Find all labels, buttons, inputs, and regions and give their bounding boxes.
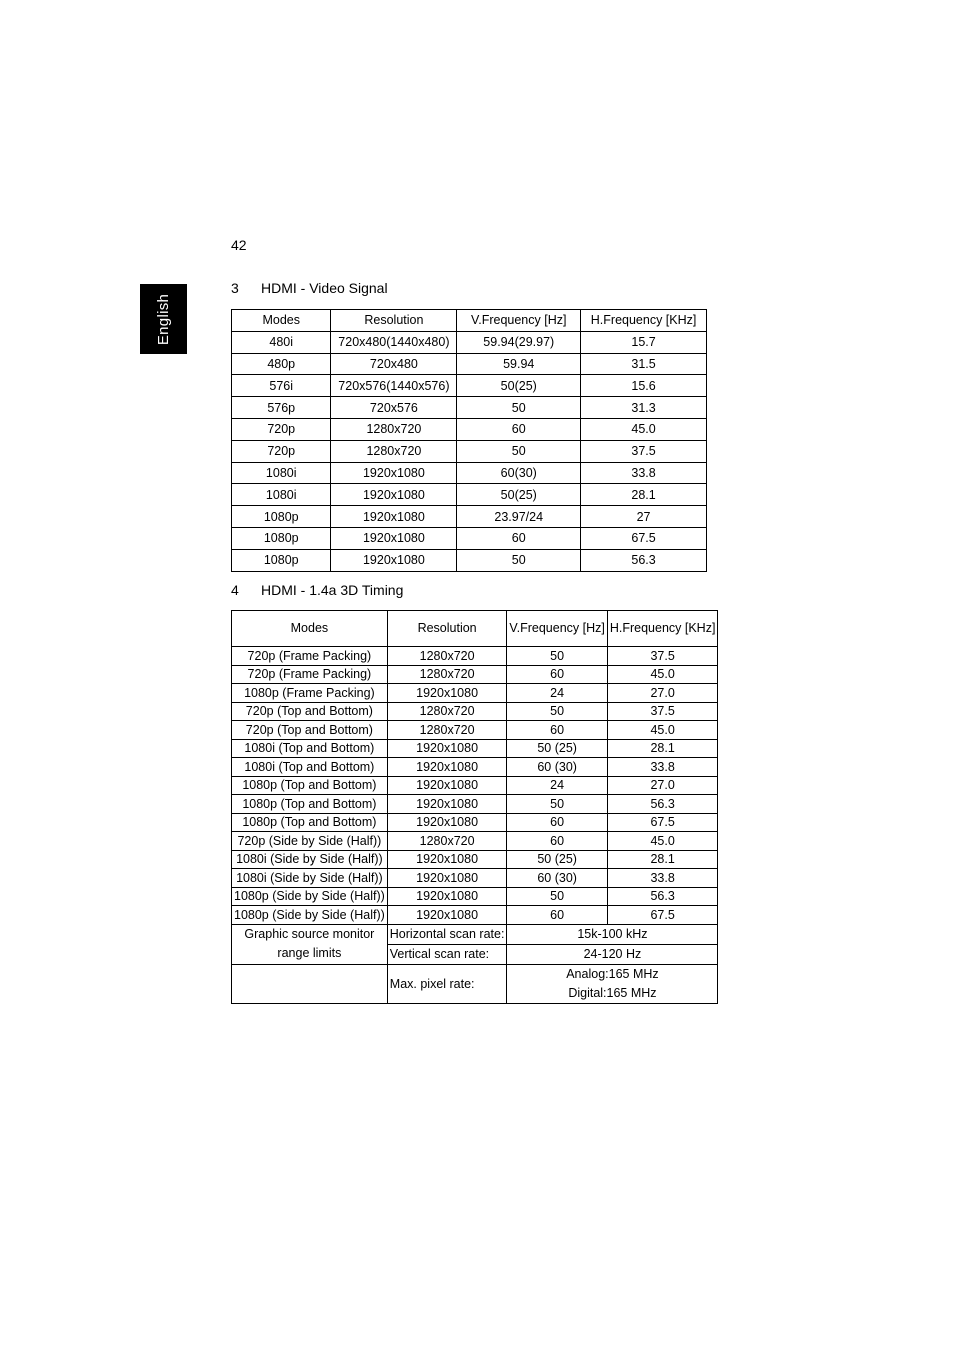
- cell-h-frequency: 27: [581, 506, 707, 528]
- cell-h-frequency: 31.3: [581, 397, 707, 419]
- cell-v-frequency: 50(25): [457, 484, 581, 506]
- cell-resolution: 1920x1080: [387, 906, 507, 925]
- language-side-tab-label: English: [155, 293, 173, 345]
- cell-v-frequency: 60: [457, 418, 581, 440]
- cell-mode: 480p: [232, 353, 331, 375]
- cell-resolution: 1280x720: [387, 665, 507, 684]
- cell-h-frequency: 56.3: [581, 549, 707, 571]
- cell-v-frequency: 59.94(29.97): [457, 331, 581, 353]
- cell-h-frequency: 67.5: [607, 813, 718, 832]
- table-row: [232, 665, 718, 684]
- header-resolution: Resolution: [331, 310, 457, 332]
- table-row: [232, 758, 718, 777]
- max-pixel-rate-label: Max. pixel rate:: [387, 964, 507, 1003]
- hdmi-3d-timing-table: [231, 610, 718, 1004]
- cell-v-frequency: 50: [457, 549, 581, 571]
- max-pixel-rate-analog: Analog:165 MHz: [566, 966, 659, 981]
- table-row: [232, 795, 718, 814]
- cell-h-frequency: 31.5: [581, 353, 707, 375]
- max-pixel-rate-digital: Digital:165 MHz: [568, 985, 657, 1000]
- vertical-scan-value: 24-120 Hz: [507, 944, 718, 964]
- table-row: [232, 353, 707, 375]
- cell-mode: 1080p (Side by Side (Half)): [232, 906, 388, 925]
- table-row: [232, 506, 707, 528]
- cell-resolution: 1920x1080: [331, 527, 457, 549]
- cell-resolution: 1920x1080: [387, 869, 507, 888]
- cell-h-frequency: 45.0: [607, 832, 718, 851]
- max-pixel-rate-value: [507, 964, 718, 1003]
- cell-h-frequency: 37.5: [581, 440, 707, 462]
- header-h-frequency: H.Frequency [KHz]: [607, 611, 718, 647]
- hdmi-video-signal-table: [231, 309, 707, 572]
- cell-v-frequency: 60 (30): [507, 869, 607, 888]
- cell-h-frequency: 15.6: [581, 375, 707, 397]
- section-3-heading: [231, 280, 388, 296]
- table-row: [232, 331, 707, 353]
- cell-mode: 1080i (Side by Side (Half)): [232, 850, 388, 869]
- cell-mode: 1080i (Top and Bottom): [232, 739, 388, 758]
- cell-mode: 576i: [232, 375, 331, 397]
- cell-h-frequency: 33.8: [607, 758, 718, 777]
- table-row: [232, 375, 707, 397]
- cell-resolution: 1280x720: [387, 647, 507, 666]
- cell-mode: 1080p (Side by Side (Half)): [232, 887, 388, 906]
- cell-resolution: 1920x1080: [387, 813, 507, 832]
- cell-h-frequency: 45.0: [607, 721, 718, 740]
- hdmi-video-signal-rows: [232, 331, 707, 571]
- cell-mode: 720p (Frame Packing): [232, 647, 388, 666]
- cell-mode: 480i: [232, 331, 331, 353]
- cell-resolution: 1920x1080: [331, 484, 457, 506]
- horizontal-scan-label: Horizontal scan rate:: [387, 924, 507, 944]
- cell-v-frequency: 24: [507, 776, 607, 795]
- cell-v-frequency: 60: [507, 906, 607, 925]
- cell-h-frequency: 28.1: [607, 850, 718, 869]
- horizontal-scan-value: 15k-100 kHz: [507, 924, 718, 944]
- cell-v-frequency: 60: [457, 527, 581, 549]
- cell-v-frequency: 50: [507, 647, 607, 666]
- cell-resolution: 720x480(1440x480): [331, 331, 457, 353]
- table-row: [232, 906, 718, 925]
- table-row: [232, 549, 707, 571]
- cell-h-frequency: 45.0: [607, 665, 718, 684]
- cell-h-frequency: 67.5: [581, 527, 707, 549]
- cell-v-frequency: 60: [507, 721, 607, 740]
- cell-mode: 1080p (Top and Bottom): [232, 813, 388, 832]
- cell-v-frequency: 50 (25): [507, 739, 607, 758]
- cell-v-frequency: 59.94: [457, 353, 581, 375]
- cell-resolution: 1920x1080: [387, 776, 507, 795]
- cell-h-frequency: 28.1: [581, 484, 707, 506]
- cell-resolution: 1920x1080: [387, 850, 507, 869]
- header-h-frequency: H.Frequency [KHz]: [581, 310, 707, 332]
- table-row: [232, 721, 718, 740]
- cell-h-frequency: 15.7: [581, 331, 707, 353]
- cell-mode: 1080p: [232, 506, 331, 528]
- cell-h-frequency: 37.5: [607, 647, 718, 666]
- cell-h-frequency: 27.0: [607, 684, 718, 703]
- table-row: [232, 887, 718, 906]
- section-4-number: 4: [231, 582, 239, 598]
- cell-v-frequency: 50: [457, 397, 581, 419]
- range-limits-row-horizontal: [232, 924, 718, 944]
- table-row: [232, 832, 718, 851]
- cell-mode: 1080i: [232, 462, 331, 484]
- cell-mode: 1080p (Top and Bottom): [232, 776, 388, 795]
- table-row: [232, 813, 718, 832]
- cell-mode: 1080i (Top and Bottom): [232, 758, 388, 777]
- cell-resolution: 1920x1080: [387, 684, 507, 703]
- cell-v-frequency: 23.97/24: [457, 506, 581, 528]
- table-row: [232, 739, 718, 758]
- table-row: [232, 684, 718, 703]
- table-row: [232, 647, 718, 666]
- table-header-row: [232, 611, 718, 647]
- cell-mode: 1080p (Frame Packing): [232, 684, 388, 703]
- cell-h-frequency: 33.8: [607, 869, 718, 888]
- cell-resolution: 1280x720: [331, 440, 457, 462]
- section-3-title: HDMI - Video Signal: [261, 280, 388, 296]
- cell-v-frequency: 50: [457, 440, 581, 462]
- language-side-tab: [140, 284, 187, 354]
- cell-v-frequency: 60: [507, 813, 607, 832]
- cell-mode: 720p (Top and Bottom): [232, 702, 388, 721]
- cell-h-frequency: 56.3: [607, 795, 718, 814]
- cell-h-frequency: 28.1: [607, 739, 718, 758]
- section-4-title: HDMI - 1.4a 3D Timing: [261, 582, 404, 598]
- cell-v-frequency: 50(25): [457, 375, 581, 397]
- table-row: [232, 418, 707, 440]
- cell-mode: 720p: [232, 418, 331, 440]
- cell-mode: 1080p: [232, 527, 331, 549]
- cell-v-frequency: 50 (25): [507, 850, 607, 869]
- cell-v-frequency: 60 (30): [507, 758, 607, 777]
- section-4-heading: [231, 582, 403, 598]
- cell-resolution: 1920x1080: [387, 739, 507, 758]
- range-limits-label: Graphic source monitor range limits: [232, 924, 388, 964]
- cell-h-frequency: 67.5: [607, 906, 718, 925]
- cell-resolution: 720x576(1440x576): [331, 375, 457, 397]
- cell-mode: 576p: [232, 397, 331, 419]
- table-row: [232, 527, 707, 549]
- cell-h-frequency: 56.3: [607, 887, 718, 906]
- table-row: [232, 850, 718, 869]
- cell-v-frequency: 60(30): [457, 462, 581, 484]
- cell-resolution: 1920x1080: [387, 887, 507, 906]
- table-row: [232, 869, 718, 888]
- cell-h-frequency: 27.0: [607, 776, 718, 795]
- cell-mode: 720p (Side by Side (Half)): [232, 832, 388, 851]
- cell-v-frequency: 50: [507, 795, 607, 814]
- header-modes: Modes: [232, 310, 331, 332]
- cell-mode: 720p (Frame Packing): [232, 665, 388, 684]
- cell-v-frequency: 60: [507, 665, 607, 684]
- cell-h-frequency: 45.0: [581, 418, 707, 440]
- header-v-frequency: V.Frequency [Hz]: [457, 310, 581, 332]
- cell-resolution: 1920x1080: [331, 506, 457, 528]
- cell-v-frequency: 60: [507, 832, 607, 851]
- table-row: [232, 462, 707, 484]
- section-3-number: 3: [231, 280, 239, 296]
- cell-mode: 1080i: [232, 484, 331, 506]
- cell-resolution: 1280x720: [331, 418, 457, 440]
- cell-mode: 720p (Top and Bottom): [232, 721, 388, 740]
- table-row: [232, 397, 707, 419]
- cell-mode: 1080p (Top and Bottom): [232, 795, 388, 814]
- cell-resolution: 1280x720: [387, 832, 507, 851]
- cell-mode: 1080p: [232, 549, 331, 571]
- cell-resolution: 1920x1080: [331, 462, 457, 484]
- table-row: [232, 702, 718, 721]
- cell-h-frequency: 33.8: [581, 462, 707, 484]
- table-row: [232, 440, 707, 462]
- cell-resolution: 720x480: [331, 353, 457, 375]
- hdmi-3d-timing-rows: [232, 647, 718, 925]
- range-limits: [232, 924, 718, 1003]
- cell-mode: 720p: [232, 440, 331, 462]
- header-resolution: Resolution: [387, 611, 507, 647]
- header-v-frequency: V.Frequency [Hz]: [507, 611, 607, 647]
- cell-mode: 1080i (Side by Side (Half)): [232, 869, 388, 888]
- range-limits-empty-cell: [232, 964, 388, 1003]
- cell-v-frequency: 24: [507, 684, 607, 703]
- cell-resolution: 1920x1080: [387, 758, 507, 777]
- header-modes: Modes: [232, 611, 388, 647]
- cell-resolution: 1920x1080: [387, 795, 507, 814]
- table-row: [232, 484, 707, 506]
- cell-resolution: 1280x720: [387, 702, 507, 721]
- cell-resolution: 720x576: [331, 397, 457, 419]
- cell-resolution: 1280x720: [387, 721, 507, 740]
- table-row: [232, 776, 718, 795]
- range-limits-row-pixel: [232, 964, 718, 1003]
- page-number: 42: [231, 237, 247, 253]
- cell-resolution: 1920x1080: [331, 549, 457, 571]
- cell-v-frequency: 50: [507, 887, 607, 906]
- vertical-scan-label: Vertical scan rate:: [387, 944, 507, 964]
- table-header-row: [232, 310, 707, 332]
- cell-h-frequency: 37.5: [607, 702, 718, 721]
- cell-v-frequency: 50: [507, 702, 607, 721]
